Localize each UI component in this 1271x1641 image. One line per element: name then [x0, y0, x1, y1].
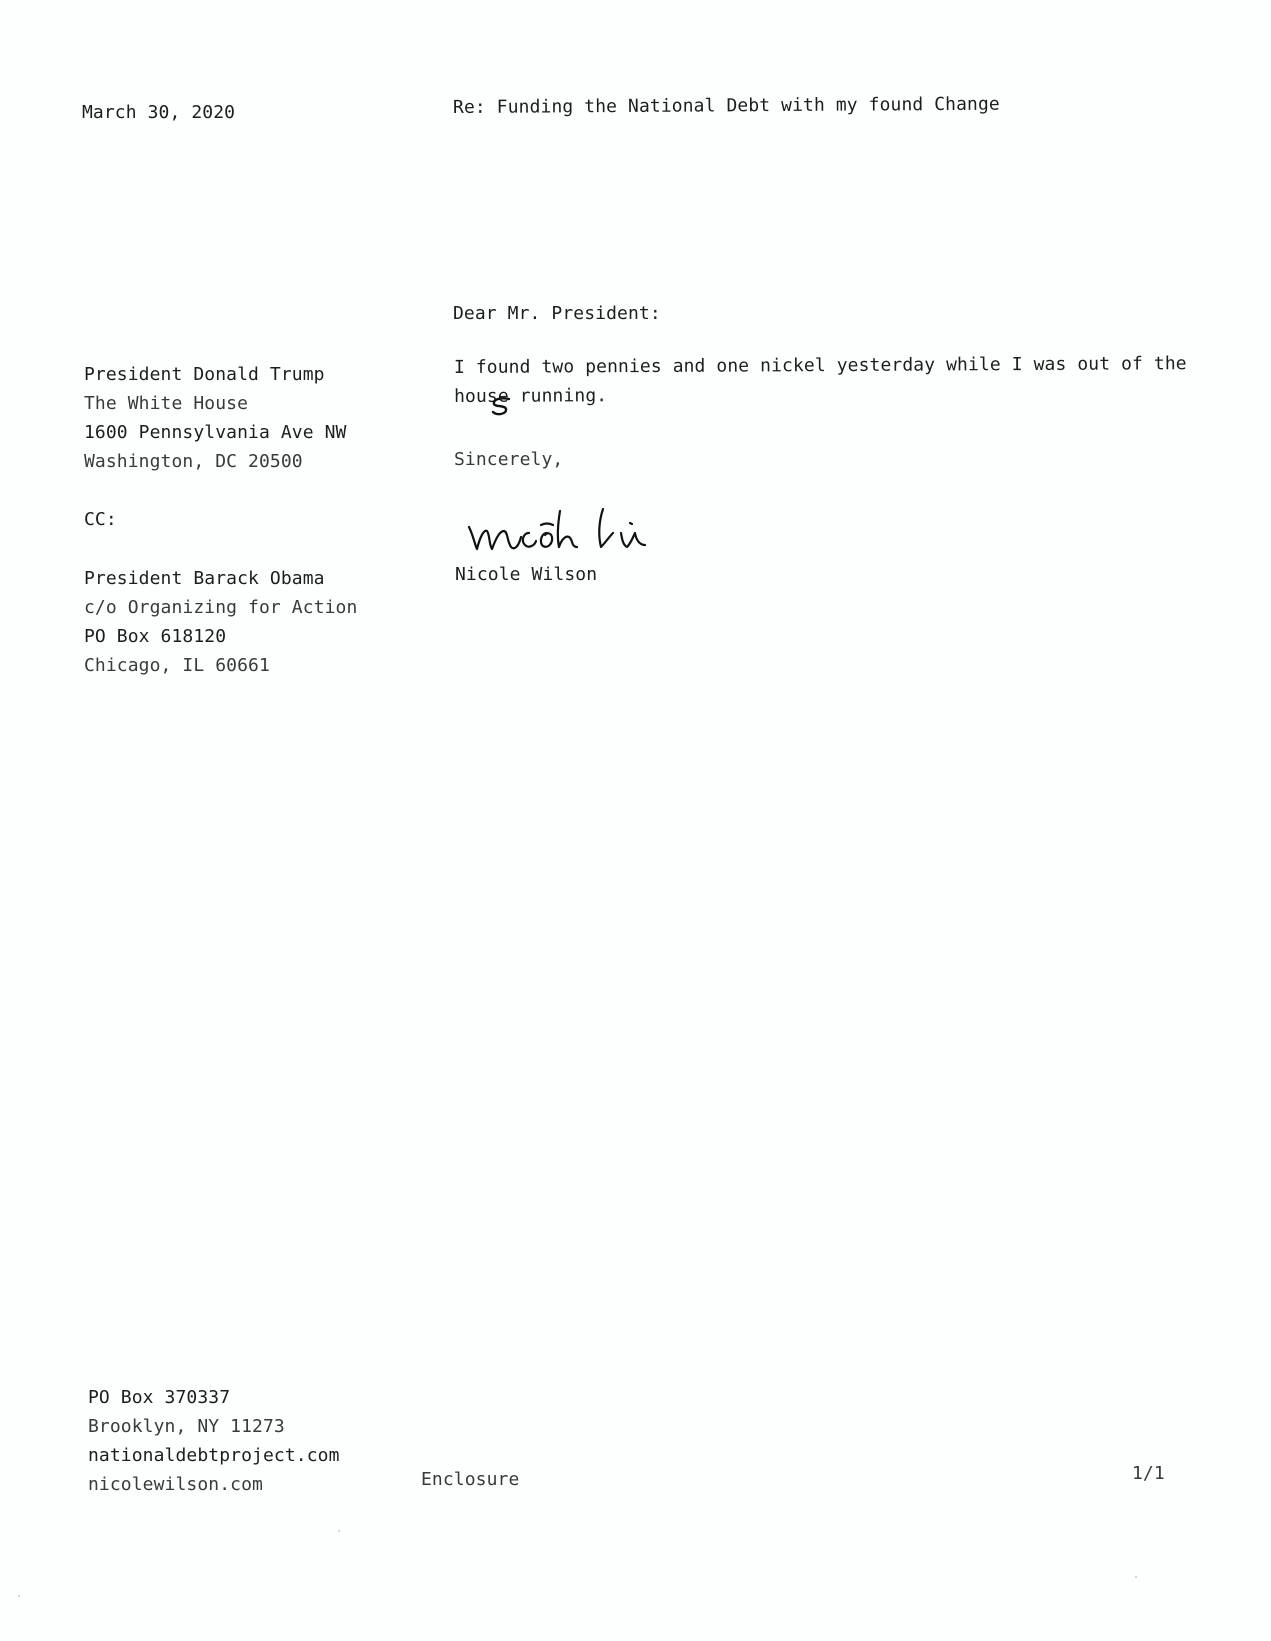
cc-address-line: PO Box 618120 [84, 626, 227, 647]
subject-line: Re: Funding the National Debt with my found Change [452, 93, 1000, 118]
sender-website: nationaldebtproject.com [88, 1445, 340, 1466]
sender-address-line: Brooklyn, NY 11273 [88, 1416, 285, 1437]
salutation: Dear Mr. President: [453, 303, 661, 324]
cc-address-line: Chicago, IL 60661 [84, 655, 270, 676]
cc-recipient-address [84, 564, 357, 680]
recipient-address [84, 360, 347, 476]
cc-label: CC: [84, 509, 117, 530]
sender-address [88, 1383, 340, 1499]
letter-body [454, 349, 1187, 411]
sender-address-line: PO Box 370337 [88, 1387, 231, 1408]
closing: Sincerely, [454, 449, 564, 470]
cc-address-line: c/o Organizing for Action [84, 597, 358, 618]
recipient-address-line: 1600 Pennsylvania Ave NW [84, 422, 347, 443]
recipient-name: President Donald Trump [84, 364, 325, 385]
body-line: house running. [454, 385, 608, 407]
letter-date: March 30, 2020 [82, 102, 236, 123]
page-number: 1/1 [1132, 1463, 1165, 1484]
cc-recipient-name: President Barack Obama [84, 568, 325, 589]
sender-website: nicolewilson.com [88, 1474, 263, 1495]
recipient-address-line: Washington, DC 20500 [84, 451, 303, 472]
signature [465, 505, 695, 565]
paper-speck [1135, 1576, 1137, 1578]
body-line: I found two pennies and one nickel yesterday while I was out of the [453, 353, 1187, 379]
signer-name: Nicole Wilson [455, 564, 598, 585]
paper-speck [338, 1530, 340, 1532]
paper-speck [18, 1595, 20, 1597]
recipient-address-line: The White House [84, 393, 249, 414]
enclosure-note: Enclosure [421, 1469, 520, 1490]
